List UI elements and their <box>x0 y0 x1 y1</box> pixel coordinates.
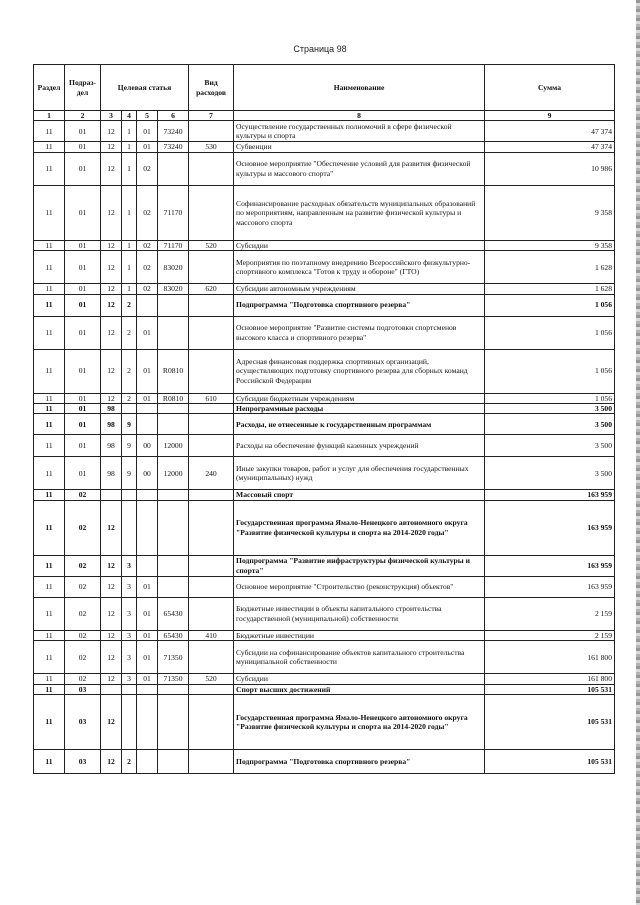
razdel-cell: 11 <box>34 490 65 500</box>
naimenovanie-cell: Государственная программа Ямало-Ненецкого автономного округа "Развитие физической культуры и спорта на 2014-2020 годы" <box>234 695 485 750</box>
summa-cell: 161 800 <box>485 641 615 674</box>
header-vid-rashodov: Вид расходов <box>189 65 234 111</box>
program-code-cell: 12 <box>101 152 122 185</box>
subprogram-code-cell: 9 <box>122 414 137 435</box>
program-code-cell: 98 <box>101 435 122 457</box>
direction-code-cell <box>158 414 189 435</box>
direction-code-cell <box>158 555 189 576</box>
summa-cell: 3 500 <box>485 435 615 457</box>
subprogram-code-cell: 3 <box>122 641 137 674</box>
vid-rashodov-cell <box>189 641 234 674</box>
summa-cell: 161 800 <box>485 674 615 684</box>
event-code-cell <box>137 555 158 576</box>
podrazdel-cell: 02 <box>65 630 101 640</box>
razdel-cell: 11 <box>34 555 65 576</box>
summa-cell: 105 531 <box>485 684 615 694</box>
razdel-cell: 11 <box>34 641 65 674</box>
program-code-cell: 12 <box>101 251 122 284</box>
column-number: 9 <box>485 111 615 121</box>
direction-code-cell: 12000 <box>158 457 189 490</box>
vid-rashodov-cell <box>189 404 234 414</box>
subprogram-code-cell: 3 <box>122 630 137 640</box>
event-code-cell <box>137 490 158 500</box>
event-code-cell <box>137 750 158 774</box>
razdel-cell: 11 <box>34 500 65 555</box>
razdel-cell: 11 <box>34 597 65 630</box>
column-number: 5 <box>137 111 158 121</box>
vid-rashodov-cell <box>189 185 234 240</box>
direction-code-cell <box>158 684 189 694</box>
subprogram-code-cell: 2 <box>122 750 137 774</box>
razdel-cell: 11 <box>34 240 65 250</box>
podrazdel-cell: 02 <box>65 500 101 555</box>
razdel-cell: 11 <box>34 152 65 185</box>
naimenovanie-cell: Софинансирование расходных обязательств муниципальных образований по мероприятиям, направленным на развитие физической культуры и массового спорта <box>234 185 485 240</box>
event-code-cell <box>137 404 158 414</box>
summa-cell: 2 159 <box>485 630 615 640</box>
vid-rashodov-cell: 520 <box>189 674 234 684</box>
naimenovanie-cell: Непрограммные расходы <box>234 404 485 414</box>
summa-cell: 3 500 <box>485 457 615 490</box>
razdel-cell: 11 <box>34 121 65 142</box>
column-number-row <box>34 111 615 121</box>
razdel-cell: 11 <box>34 142 65 152</box>
subprogram-code-cell: 3 <box>122 597 137 630</box>
event-code-cell: 01 <box>137 316 158 349</box>
subprogram-code-cell <box>122 490 137 500</box>
razdel-cell: 11 <box>34 349 65 393</box>
event-code-cell <box>137 500 158 555</box>
program-code-cell: 12 <box>101 630 122 640</box>
podrazdel-cell: 02 <box>65 674 101 684</box>
event-code-cell: 01 <box>137 630 158 640</box>
direction-code-cell <box>158 576 189 597</box>
program-code-cell: 98 <box>101 404 122 414</box>
table-row <box>34 414 615 435</box>
subprogram-code-cell: 3 <box>122 555 137 576</box>
table-row <box>34 555 615 576</box>
table-row <box>34 251 615 284</box>
table-row <box>34 316 615 349</box>
razdel-cell: 11 <box>34 316 65 349</box>
table-row <box>34 294 615 316</box>
table-row <box>34 500 615 555</box>
podrazdel-cell: 01 <box>65 294 101 316</box>
naimenovanie-cell: Адресная финансовая поддержка спортивных организаций, осуществляющих подготовку спортивного резерва для сборных команд Российской Федерации <box>234 349 485 393</box>
column-number: 4 <box>122 111 137 121</box>
podrazdel-cell: 01 <box>65 414 101 435</box>
program-code-cell: 98 <box>101 414 122 435</box>
naimenovanie-cell: Государственная программа Ямало-Ненецкого автономного округа "Развитие физической культуры и спорта на 2014-2020 годы" <box>234 500 485 555</box>
razdel-cell: 11 <box>34 284 65 294</box>
event-code-cell: 02 <box>137 240 158 250</box>
vid-rashodov-cell <box>189 152 234 185</box>
summa-cell: 47 374 <box>485 142 615 152</box>
razdel-cell: 11 <box>34 404 65 414</box>
vid-rashodov-cell <box>189 684 234 694</box>
event-code-cell: 01 <box>137 641 158 674</box>
table-row <box>34 576 615 597</box>
table-row <box>34 349 615 393</box>
direction-code-cell: 73240 <box>158 121 189 142</box>
subprogram-code-cell: 3 <box>122 576 137 597</box>
table-row <box>34 284 615 294</box>
vid-rashodov-cell <box>189 576 234 597</box>
table-row <box>34 674 615 684</box>
table-row <box>34 597 615 630</box>
program-code-cell: 12 <box>101 240 122 250</box>
podrazdel-cell: 01 <box>65 284 101 294</box>
summa-cell: 10 986 <box>485 152 615 185</box>
subprogram-code-cell: 2 <box>122 393 137 403</box>
naimenovanie-cell: Субсидии бюджетным учреждениям <box>234 393 485 403</box>
direction-code-cell: 83020 <box>158 251 189 284</box>
subprogram-code-cell: 1 <box>122 152 137 185</box>
subprogram-code-cell: 1 <box>122 185 137 240</box>
subprogram-code-cell: 2 <box>122 294 137 316</box>
program-code-cell: 12 <box>101 316 122 349</box>
direction-code-cell <box>158 404 189 414</box>
razdel-cell: 11 <box>34 414 65 435</box>
header-razdel: Раздел <box>34 65 65 111</box>
header-summa: Сумма <box>485 65 615 111</box>
podrazdel-cell: 02 <box>65 641 101 674</box>
table-row <box>34 393 615 403</box>
subprogram-code-cell <box>122 684 137 694</box>
event-code-cell <box>137 695 158 750</box>
summa-cell: 9 358 <box>485 240 615 250</box>
program-code-cell: 12 <box>101 349 122 393</box>
column-number: 1 <box>34 111 65 121</box>
direction-code-cell: 65430 <box>158 597 189 630</box>
summa-cell: 1 056 <box>485 316 615 349</box>
direction-code-cell: 65430 <box>158 630 189 640</box>
summa-cell: 1 056 <box>485 349 615 393</box>
table-row <box>34 457 615 490</box>
summa-cell: 9 358 <box>485 185 615 240</box>
summa-cell: 1 056 <box>485 294 615 316</box>
direction-code-cell: R0810 <box>158 349 189 393</box>
event-code-cell: 01 <box>137 121 158 142</box>
event-code-cell: 01 <box>137 142 158 152</box>
event-code-cell: 01 <box>137 349 158 393</box>
program-code-cell: 12 <box>101 750 122 774</box>
direction-code-cell: 73240 <box>158 142 189 152</box>
vid-rashodov-cell <box>189 500 234 555</box>
table-row <box>34 142 615 152</box>
vid-rashodov-cell: 240 <box>189 457 234 490</box>
program-code-cell: 12 <box>101 555 122 576</box>
event-code-cell: 01 <box>137 576 158 597</box>
vid-rashodov-cell <box>189 597 234 630</box>
event-code-cell: 01 <box>137 674 158 684</box>
table-body <box>34 121 615 774</box>
program-code-cell <box>101 490 122 500</box>
summa-cell: 163 959 <box>485 500 615 555</box>
subprogram-code-cell: 3 <box>122 674 137 684</box>
event-code-cell: 00 <box>137 435 158 457</box>
podrazdel-cell: 01 <box>65 240 101 250</box>
direction-code-cell: 83020 <box>158 284 189 294</box>
table-row <box>34 404 615 414</box>
naimenovanie-cell: Основное мероприятие "Развитие системы подготовки спортсменов высокого класса и спортивного резерва" <box>234 316 485 349</box>
vid-rashodov-cell <box>189 349 234 393</box>
subprogram-code-cell: 1 <box>122 251 137 284</box>
event-code-cell: 01 <box>137 393 158 403</box>
program-code-cell: 98 <box>101 457 122 490</box>
direction-code-cell: R0810 <box>158 393 189 403</box>
table-row <box>34 185 615 240</box>
vid-rashodov-cell <box>189 490 234 500</box>
program-code-cell: 12 <box>101 121 122 142</box>
razdel-cell: 11 <box>34 674 65 684</box>
podrazdel-cell: 01 <box>65 404 101 414</box>
naimenovanie-cell: Расходы на обеспечение функций казенных учреждений <box>234 435 485 457</box>
razdel-cell: 11 <box>34 294 65 316</box>
table-row <box>34 490 615 500</box>
direction-code-cell: 71170 <box>158 185 189 240</box>
vid-rashodov-cell <box>189 294 234 316</box>
vid-rashodov-cell: 610 <box>189 393 234 403</box>
subprogram-code-cell <box>122 404 137 414</box>
razdel-cell: 11 <box>34 695 65 750</box>
naimenovanie-cell: Расходы, не отнесенные к государственным программам <box>234 414 485 435</box>
naimenovanie-cell: Основное мероприятие "Обеспечение условий для развития физической культуры и массового спорта" <box>234 152 485 185</box>
naimenovanie-cell: Спорт высших достижений <box>234 684 485 694</box>
direction-code-cell <box>158 695 189 750</box>
vid-rashodov-cell: 530 <box>189 142 234 152</box>
summa-cell: 105 531 <box>485 695 615 750</box>
direction-code-cell: 71350 <box>158 641 189 674</box>
header-naimenovanie: Наименование <box>234 65 485 111</box>
summa-cell: 105 531 <box>485 750 615 774</box>
program-code-cell: 12 <box>101 294 122 316</box>
direction-code-cell <box>158 294 189 316</box>
summa-cell: 47 374 <box>485 121 615 142</box>
direction-code-cell <box>158 152 189 185</box>
podrazdel-cell: 02 <box>65 576 101 597</box>
program-code-cell: 12 <box>101 576 122 597</box>
summa-cell: 1 628 <box>485 284 615 294</box>
program-code-cell: 12 <box>101 185 122 240</box>
naimenovanie-cell: Субвенции <box>234 142 485 152</box>
event-code-cell: 02 <box>137 284 158 294</box>
event-code-cell <box>137 684 158 694</box>
podrazdel-cell: 01 <box>65 435 101 457</box>
subprogram-code-cell: 1 <box>122 142 137 152</box>
table-row <box>34 641 615 674</box>
vid-rashodov-cell <box>189 251 234 284</box>
vid-rashodov-cell: 520 <box>189 240 234 250</box>
podrazdel-cell: 03 <box>65 750 101 774</box>
event-code-cell: 02 <box>137 152 158 185</box>
program-code-cell: 12 <box>101 674 122 684</box>
podrazdel-cell: 03 <box>65 684 101 694</box>
scan-edge-artifact <box>636 0 640 905</box>
event-code-cell: 01 <box>137 597 158 630</box>
naimenovanie-cell: Субсидии автономным учреждениям <box>234 284 485 294</box>
table-row <box>34 121 615 142</box>
subprogram-code-cell: 2 <box>122 349 137 393</box>
page-title: Страница 98 <box>293 44 347 54</box>
direction-code-cell: 12000 <box>158 435 189 457</box>
budget-table <box>33 64 615 774</box>
vid-rashodov-cell <box>189 750 234 774</box>
event-code-cell: 00 <box>137 457 158 490</box>
vid-rashodov-cell <box>189 695 234 750</box>
razdel-cell: 11 <box>34 750 65 774</box>
table-header-row <box>34 65 615 111</box>
naimenovanie-cell: Мероприятия по поэтапному внедрению Всероссийского физкультурно-спортивного комплекса "Готов к труду и обороне" (ГТО) <box>234 251 485 284</box>
direction-code-cell: 71350 <box>158 674 189 684</box>
vid-rashodov-cell <box>189 316 234 349</box>
table-row <box>34 152 615 185</box>
header-celevaya-statya: Целевая статья <box>101 65 189 111</box>
table-row <box>34 695 615 750</box>
razdel-cell: 11 <box>34 576 65 597</box>
subprogram-code-cell: 9 <box>122 457 137 490</box>
column-number: 8 <box>234 111 485 121</box>
vid-rashodov-cell <box>189 435 234 457</box>
naimenovanie-cell: Основное мероприятие "Строительство (реконструкция) объектов" <box>234 576 485 597</box>
program-code-cell <box>101 684 122 694</box>
razdel-cell: 11 <box>34 393 65 403</box>
naimenovanie-cell: Иные закупки товаров, работ и услуг для обеспечения государственных (муниципальных) нужд <box>234 457 485 490</box>
naimenovanie-cell: Осуществление государственных полномочий в сфере физической культуры и спорта <box>234 121 485 142</box>
column-number: 2 <box>65 111 101 121</box>
vid-rashodov-cell <box>189 555 234 576</box>
subprogram-code-cell: 9 <box>122 435 137 457</box>
table-row <box>34 750 615 774</box>
naimenovanie-cell: Субсидии на софинансирование объектов капитального строительства муниципальной собственности <box>234 641 485 674</box>
podrazdel-cell: 02 <box>65 490 101 500</box>
summa-cell: 163 959 <box>485 490 615 500</box>
subprogram-code-cell: 2 <box>122 316 137 349</box>
header-podrazdel: Подраз-дел <box>65 65 101 111</box>
subprogram-code-cell: 1 <box>122 240 137 250</box>
summa-cell: 3 500 <box>485 404 615 414</box>
event-code-cell <box>137 294 158 316</box>
razdel-cell: 11 <box>34 457 65 490</box>
naimenovanie-cell: Субсидии <box>234 674 485 684</box>
table-row <box>34 435 615 457</box>
razdel-cell: 11 <box>34 435 65 457</box>
direction-code-cell <box>158 316 189 349</box>
podrazdel-cell: 01 <box>65 349 101 393</box>
subprogram-code-cell <box>122 500 137 555</box>
vid-rashodov-cell: 620 <box>189 284 234 294</box>
podrazdel-cell: 03 <box>65 695 101 750</box>
vid-rashodov-cell <box>189 121 234 142</box>
podrazdel-cell: 01 <box>65 121 101 142</box>
direction-code-cell <box>158 490 189 500</box>
program-code-cell: 12 <box>101 142 122 152</box>
naimenovanie-cell: Бюджетные инвестиции в объекты капитального строительства государственной (муниципальной) собственности <box>234 597 485 630</box>
column-number: 7 <box>189 111 234 121</box>
program-code-cell: 12 <box>101 500 122 555</box>
podrazdel-cell: 01 <box>65 152 101 185</box>
razdel-cell: 11 <box>34 251 65 284</box>
program-code-cell: 12 <box>101 284 122 294</box>
podrazdel-cell: 01 <box>65 457 101 490</box>
podrazdel-cell: 01 <box>65 393 101 403</box>
table-row <box>34 684 615 694</box>
summa-cell: 163 959 <box>485 576 615 597</box>
razdel-cell: 11 <box>34 630 65 640</box>
naimenovanie-cell: Субсидии <box>234 240 485 250</box>
event-code-cell: 02 <box>137 185 158 240</box>
direction-code-cell: 71170 <box>158 240 189 250</box>
program-code-cell: 12 <box>101 597 122 630</box>
summa-cell: 1 628 <box>485 251 615 284</box>
naimenovanie-cell: Подпрограмма "Подготовка спортивного резерва" <box>234 750 485 774</box>
summa-cell: 2 159 <box>485 597 615 630</box>
podrazdel-cell: 01 <box>65 185 101 240</box>
naimenovanie-cell: Бюджетные инвестиции <box>234 630 485 640</box>
vid-rashodov-cell: 410 <box>189 630 234 640</box>
subprogram-code-cell <box>122 695 137 750</box>
naimenovanie-cell: Подпрограмма "Развитие инфраструктуры физической культуры и спорта" <box>234 555 485 576</box>
vid-rashodov-cell <box>189 414 234 435</box>
podrazdel-cell: 01 <box>65 316 101 349</box>
direction-code-cell <box>158 750 189 774</box>
naimenovanie-cell: Массовый спорт <box>234 490 485 500</box>
table-row <box>34 630 615 640</box>
column-number: 6 <box>158 111 189 121</box>
program-code-cell: 12 <box>101 393 122 403</box>
event-code-cell <box>137 414 158 435</box>
program-code-cell: 12 <box>101 641 122 674</box>
subprogram-code-cell: 1 <box>122 284 137 294</box>
program-code-cell: 12 <box>101 695 122 750</box>
podrazdel-cell: 01 <box>65 142 101 152</box>
razdel-cell: 11 <box>34 684 65 694</box>
subprogram-code-cell: 1 <box>122 121 137 142</box>
summa-cell: 163 959 <box>485 555 615 576</box>
column-number: 3 <box>101 111 122 121</box>
razdel-cell: 11 <box>34 185 65 240</box>
direction-code-cell <box>158 500 189 555</box>
naimenovanie-cell: Подпрограмма "Подготовка спортивного резерва" <box>234 294 485 316</box>
podrazdel-cell: 02 <box>65 555 101 576</box>
summa-cell: 1 056 <box>485 393 615 403</box>
podrazdel-cell: 02 <box>65 597 101 630</box>
table-row <box>34 240 615 250</box>
summa-cell: 3 500 <box>485 414 615 435</box>
podrazdel-cell: 01 <box>65 251 101 284</box>
event-code-cell: 02 <box>137 251 158 284</box>
